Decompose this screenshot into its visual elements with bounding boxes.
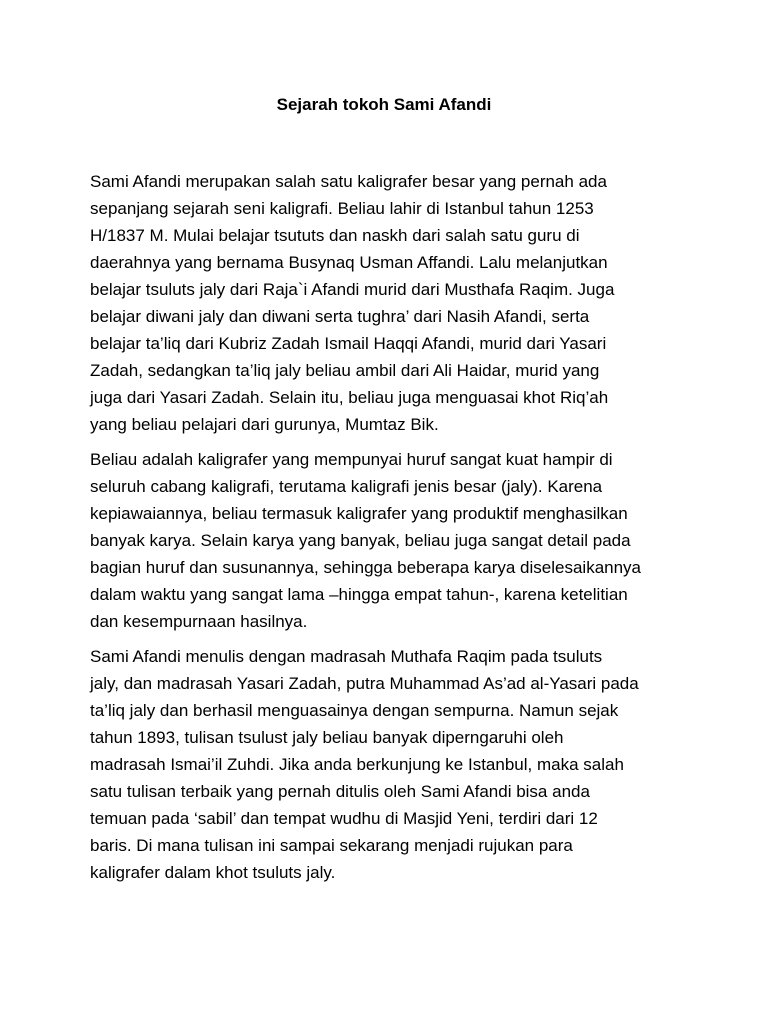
text-line: baris. Di mana tulisan ini sampai sekarang menjadi rujukan para <box>90 836 573 855</box>
text-line: dalam waktu yang sangat lama –hingga empat tahun-, karena ketelitian <box>90 585 628 604</box>
text-line: Sami Afandi menulis dengan madrasah Muthafa Raqim pada tsuluts <box>90 647 603 666</box>
paragraph-3 <box>90 643 690 886</box>
text-line: juga dari Yasari Zadah. Selain itu, beliau juga menguasai khot Riq’ah <box>90 388 609 407</box>
text-line: yang beliau pelajari dari gurunya, Mumtaz Bik. <box>90 415 439 434</box>
text-line: Sami Afandi merupakan salah satu kaligrafer besar yang pernah ada <box>90 172 607 191</box>
text-line: H/1837 M. Mulai belajar tsututs dan naskh dari salah satu guru di <box>90 226 580 245</box>
text-line: ta’liq jaly dan berhasil menguasainya dengan sempurna. Namun sejak <box>90 701 619 720</box>
text-line: daerahnya yang bernama Busynaq Usman Affandi. Lalu melanjutkan <box>90 253 608 272</box>
text-line: kaligrafer dalam khot tsuluts jaly. <box>90 863 336 882</box>
text-line: sepanjang sejarah seni kaligrafi. Beliau lahir di Istanbul tahun 1253 <box>90 199 594 218</box>
text-line: jaly, dan madrasah Yasari Zadah, putra Muhammad As’ad al-Yasari pada <box>90 674 639 693</box>
text-line: belajar ta’liq dari Kubriz Zadah Ismail Haqqi Afandi, murid dari Yasari <box>90 334 607 353</box>
document-body <box>90 168 690 894</box>
text-line: satu tulisan terbaik yang pernah ditulis oleh Sami Afandi bisa anda <box>90 782 590 801</box>
text-line: dan kesempurnaan hasilnya. <box>90 612 308 631</box>
text-line: belajar diwani jaly dan diwani serta tughra’ dari Nasih Afandi, serta <box>90 307 590 326</box>
text-line: belajar tsuluts jaly dari Raja`i Afandi murid dari Musthafa Raqim. Juga <box>90 280 615 299</box>
text-line: temuan pada ‘sabil’ dan tempat wudhu di Masjid Yeni, terdiri dari 12 <box>90 809 598 828</box>
document-title: Sejarah tokoh Sami Afandi <box>276 95 492 114</box>
text-line: seluruh cabang kaligrafi, terutama kaligrafi jenis besar (jaly). Karena <box>90 477 603 496</box>
text-line: madrasah Ismai’il Zuhdi. Jika anda berkunjung ke Istanbul, maka salah <box>90 755 624 774</box>
paragraph-2 <box>90 446 690 635</box>
text-line: bagian huruf dan susunannya, sehingga beberapa karya diselesaikannya <box>90 558 642 577</box>
text-line: Zadah, sedangkan ta’liq jaly beliau ambil dari Ali Haidar, murid yang <box>90 361 600 380</box>
text-line: kepiawaiannya, beliau termasuk kaligrafer yang produktif menghasilkan <box>90 504 628 523</box>
text-line: tahun 1893, tulisan tsulust jaly beliau banyak diperngaruhi oleh <box>90 728 564 747</box>
text-line: Beliau adalah kaligrafer yang mempunyai huruf sangat kuat hampir di <box>90 450 613 469</box>
paragraph-1 <box>90 168 690 438</box>
text-line: banyak karya. Selain karya yang banyak, beliau juga sangat detail pada <box>90 531 631 550</box>
